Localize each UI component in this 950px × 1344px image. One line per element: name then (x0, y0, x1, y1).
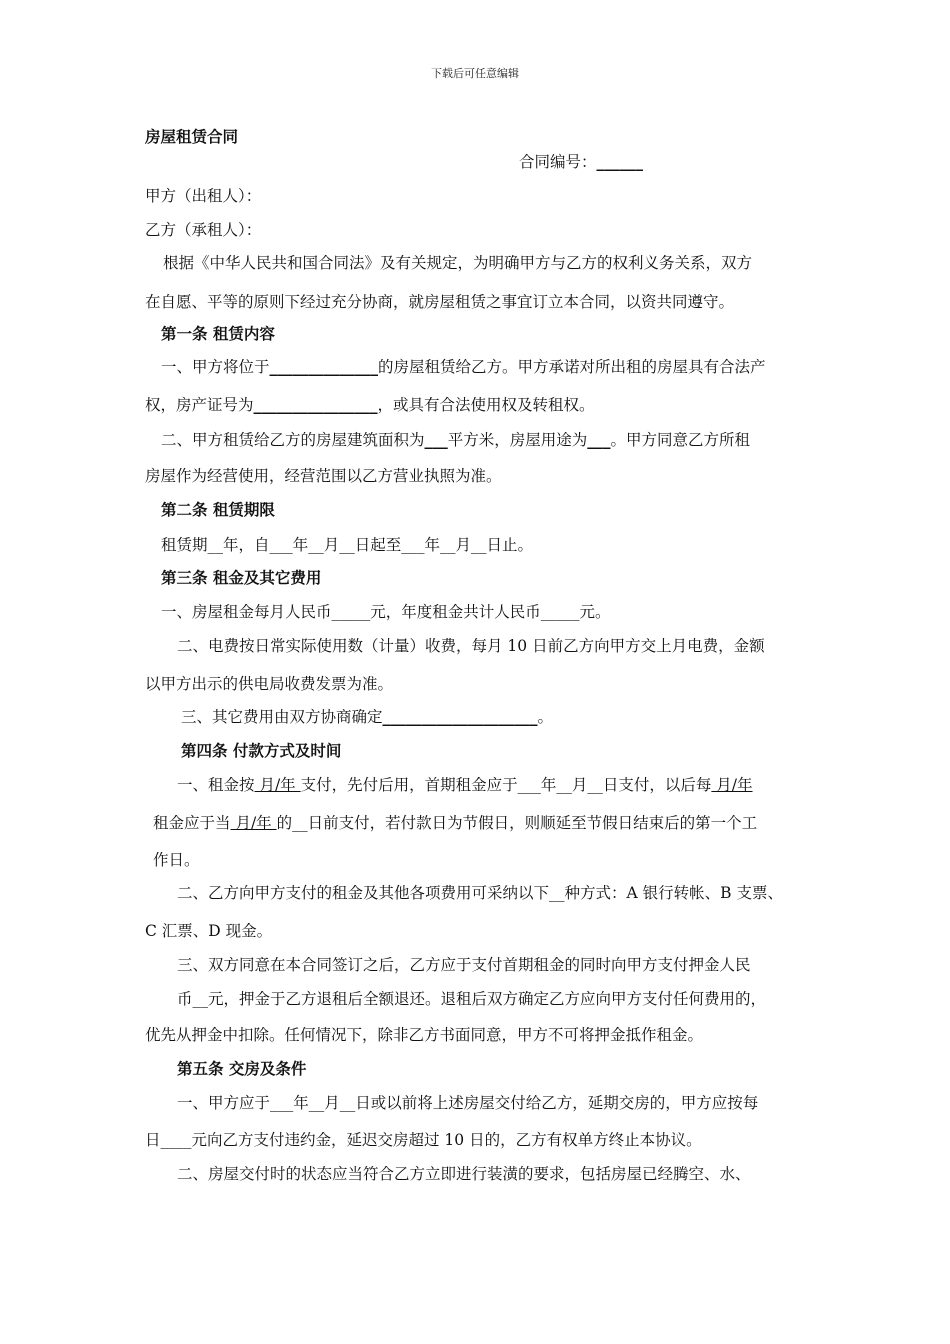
blank-area: ___ (424, 430, 448, 449)
blank-period: 月/年 (230, 814, 277, 832)
text-run: 支付，先付后用，首期租金应于___年__月__日支付，以后每 (300, 776, 712, 794)
article-3-heading: 第三条 租金及其它费用 (161, 568, 322, 587)
text-run: 。 (537, 708, 554, 726)
article-3-p1: 一、房屋租金每月人民币_____元，年度租金共计人民币_____元。 (161, 603, 611, 621)
article-4-heading: 第四条 付款方式及时间 (181, 741, 342, 760)
party-b: 乙方（承租人）： (145, 221, 262, 239)
article-1-p1-line-1 (161, 357, 766, 377)
article-3-p2-line-2: 以甲方出示的供电局收费发票为准。 (145, 675, 394, 693)
article-3-p3 (181, 707, 553, 727)
article-3-p2-line-1: 二、电费按日常实际使用数（计量）收费，每月 10 日前乙方向甲方交上月电费，金额 (177, 637, 765, 655)
blank-certificate-no: ________________ (253, 395, 378, 414)
intro-line-2: 在自愿、平等的原则下经过充分协商，就房屋租赁之事宜订立本合同，以资共同遵守。 (145, 293, 735, 311)
contract-number-label: 合同编号： (519, 153, 597, 171)
text-run: 平方米，房屋用途为 (447, 431, 588, 449)
article-5-heading: 第五条 交房及条件 (177, 1059, 307, 1078)
article-5-p2-line-1: 二、房屋交付时的状态应当符合乙方立即进行装潢的要求，包括房屋已经腾空、水、 (177, 1165, 751, 1183)
article-1-p1-line-2 (145, 395, 595, 415)
page-header: 下载后可任意编辑 (431, 67, 519, 80)
article-4-p2-line-1: 二、乙方向甲方支付的租金及其他各项费用可采纳以下__种方式：A 银行转帐、B 支票、 (177, 884, 783, 902)
blank-other-fees: ____________________ (382, 707, 538, 726)
text-run: ，或具有合法使用权及转租权。 (377, 396, 595, 414)
article-1-p2-line-2: 房屋作为经营使用，经营范围以乙方营业执照为准。 (145, 467, 502, 485)
article-4-p3-line-3: 优先从押金中扣除。任何情况下，除非乙方书面同意，甲方不可将押金抵作租金。 (145, 1026, 704, 1044)
blank-period: 月/年 (711, 776, 753, 794)
text-run: 租金应于当 (153, 814, 231, 832)
text-run: 的__日前支付，若付款日为节假日，则顺延至节假日结束后的第一个工 (276, 814, 758, 832)
text-run: 的房屋租赁给乙方。甲方承诺对所出租的房屋具有合法产 (378, 358, 766, 376)
text-run: 二、甲方租赁给乙方的房屋建筑面积为 (161, 431, 425, 449)
article-5-p1-line-2: 日____元向乙方支付违约金，延迟交房超过 10 日的，乙方有权单方终止本协议。 (145, 1131, 702, 1149)
text-run: 一、甲方将位于 (161, 358, 270, 376)
article-4-p3-line-1: 三、双方同意在本合同签订之后，乙方应于支付首期租金的同时向甲方支付押金人民 (177, 956, 751, 974)
article-2-term: 租赁期__年，自___年__月__日起至___年__月__日止。 (161, 536, 534, 554)
article-4-p3-line-2: 币__元，押金于乙方退租后全额退还。退租后双方确定乙方应向甲方支付任何费用的， (177, 990, 767, 1008)
text-run: 。甲方同意乙方所租 (610, 431, 751, 449)
blank-location: ______________ (269, 357, 379, 376)
text-run: 一、租金按 (177, 776, 255, 794)
article-4-p1-line-2 (153, 813, 757, 833)
article-1-heading: 第一条 租赁内容 (161, 324, 275, 343)
text-run: 三、其它费用由双方协商确定 (181, 708, 383, 726)
intro-line-1: 根据《中华人民共和国合同法》及有关规定，为明确甲方与乙方的权利义务关系，双方 (163, 254, 753, 272)
blank-usage: ___ (587, 430, 611, 449)
article-2-heading: 第二条 租赁期限 (161, 500, 275, 519)
article-4-p2-line-2: C 汇票、D 现金。 (145, 922, 273, 940)
text-run: 权，房产证号为 (145, 396, 254, 414)
party-a: 甲方（出租人）： (145, 187, 262, 205)
blank-period: 月/年 (254, 776, 301, 794)
article-1-p2-line-1 (161, 430, 750, 450)
article-5-p1-line-1: 一、甲方应于___年__月__日或以前将上述房屋交付给乙方，延期交房的，甲方应按每 (177, 1094, 759, 1112)
contract-number-blank: ______ (596, 152, 644, 171)
article-4-p1-line-1 (177, 775, 753, 795)
doc-title: 房屋租赁合同 (145, 127, 239, 146)
contract-number (519, 152, 643, 172)
article-4-p1-line-3: 作日。 (153, 851, 200, 869)
